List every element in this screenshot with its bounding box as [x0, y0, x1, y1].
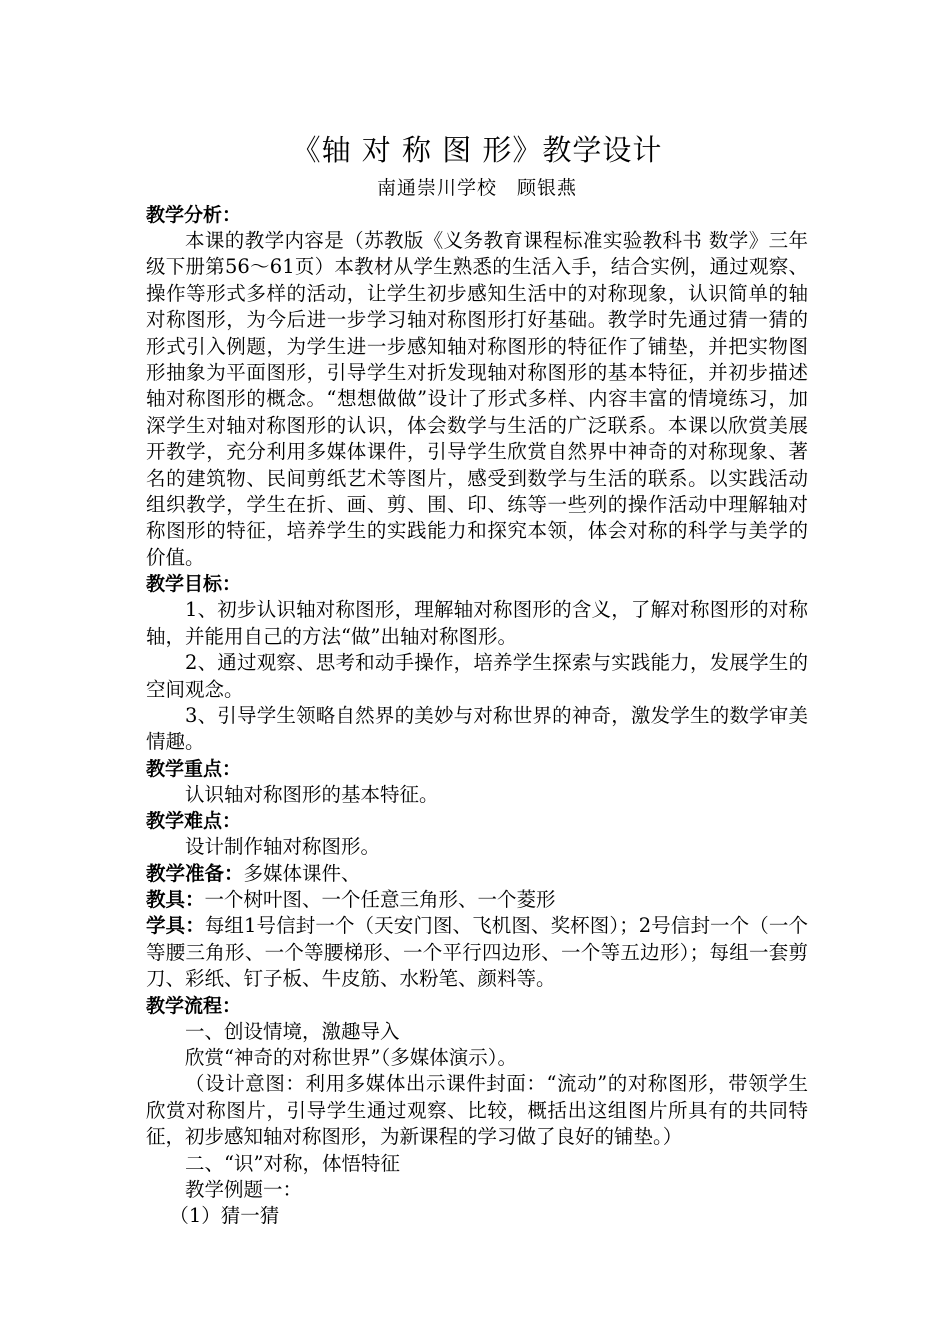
goal-item-1: 1、初步认识轴对称图形，理解轴对称图形的含义，了解对称图形的对称轴，并能用自己的方法“做”出轴对称图形。: [146, 598, 808, 648]
goal-item-2: 2、通过观察、思考和动手操作，培养学生探索与实践能力，发展学生的空间观念。: [146, 651, 808, 701]
document-page: [146, 128, 808, 1230]
document-author: 南通崇川学校 顾银燕: [376, 177, 577, 199]
process-step-1-title: 一、创设情境，激趣导入: [185, 1019, 400, 1043]
document-title: 《轴 对 称 图 形》教学设计: [291, 133, 663, 167]
teacher-tools-row: [146, 887, 808, 913]
process-step-1-note: （设计意图：利用多媒体出示课件封面：“流动”的对称图形，带领学生欣赏对称图片，引导学生通过观察、比较，概括出这组图片所具有的共同特征，初步感知轴对称图形，为新课程的学习做了良好的铺垫。）: [146, 1072, 808, 1149]
process-step-1-activity: 欣赏“神奇的对称世界”（多媒体演示）。: [185, 1045, 517, 1069]
section-heading-goals: 教学目标：: [146, 573, 242, 596]
focus-text: 认识轴对称图形的基本特征。: [185, 782, 439, 806]
sub-item-guess: （1）猜一猜: [169, 1204, 280, 1228]
prep-text: 多媒体课件、: [243, 861, 361, 885]
student-tools-row: [146, 913, 808, 992]
process-step-2-title: 二、“识”对称，体悟特征: [185, 1151, 400, 1175]
goal-item-3: 3、引导学生领略自然界的美妙与对称世界的神奇，激发学生的数学审美情趣。: [146, 703, 808, 754]
teacher-tools-label: 教具：: [146, 887, 205, 911]
prep-row: [146, 861, 808, 887]
teacher-tools-text: 一个树叶图、一个任意三角形、一个菱形: [204, 887, 556, 911]
difficulty-text: 设计制作轴对称图形。: [185, 835, 381, 859]
section-heading-process: 教学流程：: [146, 994, 242, 1017]
analysis-paragraph: 本课的教学内容是（苏教版《义务教育课程标准实验教科书 数学》三年级下册第56～61页）本教材从学生熟悉的生活入手，结合实例，通过观察、操作等形式多样的活动，让学生初步感知生活中的对称现象，认识简单的轴对称图形，为今后进一步学习轴对称图形打好基础。教学时先通过猜一猜的形式引入例题，为学生进一步感知轴对称图形的特征作了铺垫，并把实物图形抽象为平面图形，引导学生对折发现轴对称图形的基本特征，并初步描述轴对称图形的概念。“想想做做”设计了形式多样、内容丰富的情境练习，加深学生对轴对称图形的认识，体会数学与生活的广泛联系。本课以欣赏美展开教学，充分利用多媒体课件，引导学生欣赏自然界中神奇的对称现象、著名的建筑物、民间剪纸艺术等图片，感受到数学与生活的联系。以实践活动组织教学，学生在折、画、剪、围、印、练等一些列的操作活动中理解轴对称图形的特征，培养学生的实践能力和探究本领，体会对称的科学与美学的价值。: [146, 229, 808, 569]
section-heading-focus: 教学重点：: [146, 757, 242, 780]
prep-label: 教学准备：: [146, 861, 244, 885]
section-heading-analysis: 教学分析：: [146, 204, 242, 226]
example-label: 教学例题一：: [185, 1178, 303, 1201]
student-tools-text: 每组1号信封一个（天安门图、飞机图、奖杯图）；2号信封一个（一个等腰三角形、一个等腰梯形、一个平行四边形、一个等五边形）；每组一套剪刀、彩纸、钉子板、牛皮筋、水粉笔、颜料等。: [146, 914, 808, 991]
student-tools-label: 学具：: [146, 914, 205, 938]
section-heading-difficulty: 教学难点：: [146, 810, 242, 833]
